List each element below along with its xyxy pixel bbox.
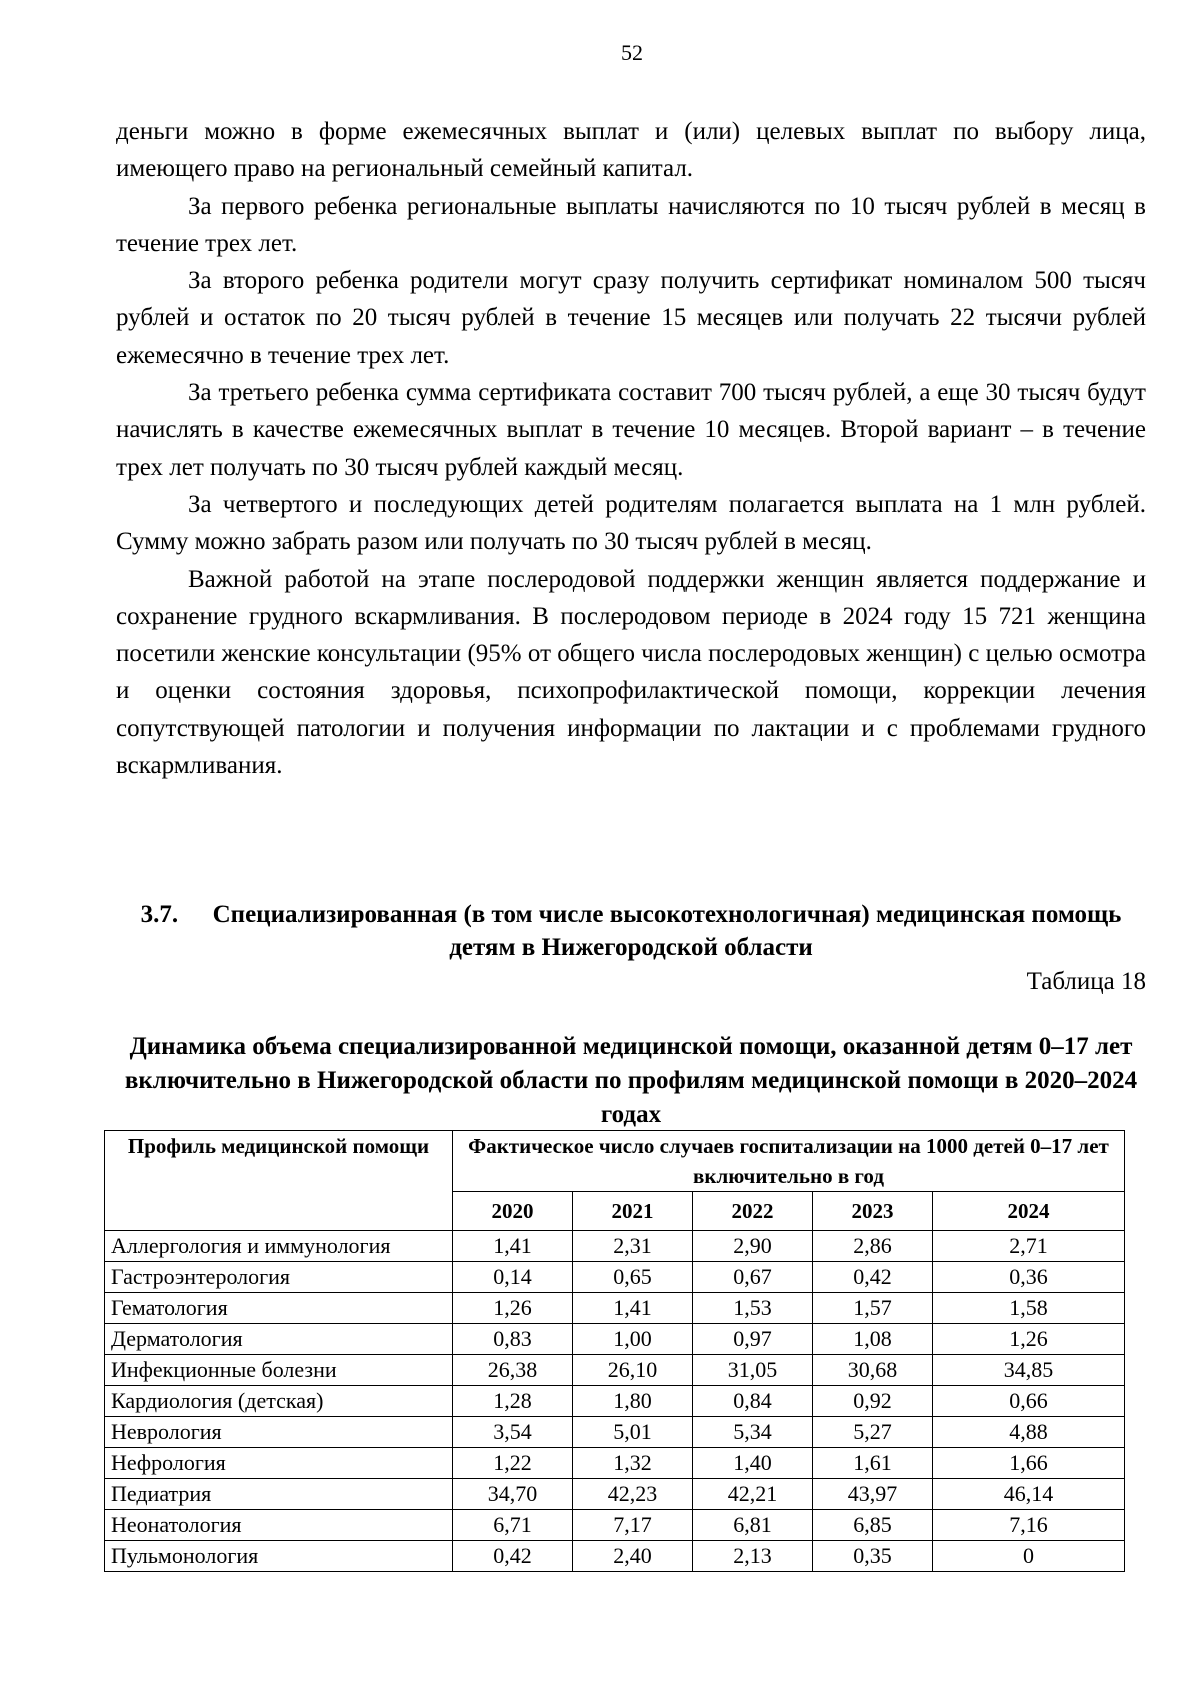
value-cell: 0,42 (453, 1541, 573, 1572)
value-cell: 34,85 (933, 1355, 1125, 1386)
year-header: 2024 (933, 1192, 1125, 1231)
profile-cell: Кардиология (детская) (105, 1386, 453, 1417)
section-number: 3.7. (140, 901, 179, 928)
value-cell: 0,97 (693, 1324, 813, 1355)
table-title: Динамика объема специализированной медицинской помощи, оказанной детям 0–17 лет включительно в Нижегородской области по профилям медицинской помощи в 2020–2024 годах (124, 1033, 1138, 1128)
value-cell: 1,41 (453, 1231, 573, 1262)
value-cell: 30,68 (813, 1355, 933, 1386)
profile-cell: Неонатология (105, 1510, 453, 1541)
year-header: 2022 (693, 1192, 813, 1231)
value-cell: 0,83 (453, 1324, 573, 1355)
profile-cell: Инфекционные болезни (105, 1355, 453, 1386)
value-cell: 1,57 (813, 1293, 933, 1324)
value-cell: 0 (933, 1541, 1125, 1572)
profile-cell: Гастроэнтерология (105, 1262, 453, 1293)
value-cell: 34,70 (453, 1479, 573, 1510)
value-cell: 1,40 (693, 1448, 813, 1479)
table-row (105, 1386, 1125, 1417)
value-cell: 2,31 (573, 1231, 693, 1262)
paragraph: За третьего ребенка сумма сертификата составит 700 тысяч рублей, а еще 30 тысяч будут начислять в качестве ежемесячных выплат в течение 10 месяцев. Второй вариант – в течение трех лет получать по 30 тысяч рублей каждый месяц. (116, 379, 1146, 481)
value-cell: 7,17 (573, 1510, 693, 1541)
value-cell: 6,71 (453, 1510, 573, 1541)
value-cell: 0,66 (933, 1386, 1125, 1417)
profile-cell: Педиатрия (105, 1479, 453, 1510)
value-cell: 1,26 (453, 1293, 573, 1324)
value-cell: 1,08 (813, 1324, 933, 1355)
table-row (105, 1355, 1125, 1386)
paragraph: За первого ребенка региональные выплаты начисляются по 10 тысяч рублей в месяц в течение трех лет. (116, 192, 1146, 257)
table-row (105, 1231, 1125, 1262)
table-row (105, 1479, 1125, 1510)
value-cell: 7,16 (933, 1510, 1125, 1541)
value-cell: 2,90 (693, 1231, 813, 1262)
value-cell: 2,86 (813, 1231, 933, 1262)
year-header: 2021 (573, 1192, 693, 1231)
profile-cell: Аллергология и иммунология (105, 1231, 453, 1262)
rate-header: Фактическое число случаев госпитализации на 1000 детей 0–17 лет включительно в год (453, 1131, 1125, 1192)
body-text (116, 113, 1146, 784)
table-row (105, 1324, 1125, 1355)
paragraph: Важной работой на этапе послеродовой поддержки женщин является поддержание и сохранение грудного вскармливания. В послеродовом периоде в 2024 году 15 721 женщина посетили женские консультации (95% от общего числа послеродовых женщин) с целью осмотра и оценки состояния здоровья, психопрофилактической помощи, коррекции лечения сопутствующей патологии и получения информации по лактации и с проблемами грудного вскармливания. (116, 565, 1146, 780)
value-cell: 1,26 (933, 1324, 1125, 1355)
profile-cell: Пульмонология (105, 1541, 453, 1572)
value-cell: 0,84 (693, 1386, 813, 1417)
section-heading (116, 898, 1146, 964)
value-cell: 3,54 (453, 1417, 573, 1448)
value-cell: 0,42 (813, 1262, 933, 1293)
value-cell: 5,01 (573, 1417, 693, 1448)
value-cell: 31,05 (693, 1355, 813, 1386)
value-cell: 0,67 (693, 1262, 813, 1293)
section-title: Специализированная (в том числе высокотехнологичная) медицинская помощь детям в Нижегородской области (212, 901, 1122, 961)
table-row (105, 1417, 1125, 1448)
value-cell: 26,10 (573, 1355, 693, 1386)
value-cell: 1,61 (813, 1448, 933, 1479)
value-cell: 46,14 (933, 1479, 1125, 1510)
data-table (104, 1130, 1125, 1572)
value-cell: 1,32 (573, 1448, 693, 1479)
value-cell: 2,13 (693, 1541, 813, 1572)
value-cell: 2,71 (933, 1231, 1125, 1262)
profile-cell: Неврология (105, 1417, 453, 1448)
paragraph: За второго ребенка родители могут сразу получить сертификат номиналом 500 тысяч рублей и остаток по 20 тысяч рублей в течение 15 месяцев или получать 22 тысячи рублей ежемесячно в течение трех лет. (116, 267, 1146, 369)
table-row (105, 1510, 1125, 1541)
value-cell: 0,92 (813, 1386, 933, 1417)
table-row (105, 1262, 1125, 1293)
paragraph: деньги можно в форме ежемесячных выплат и (или) целевых выплат по выбору лица, имеющего право на региональный семейный капитал. (116, 118, 1146, 183)
value-cell: 42,23 (573, 1479, 693, 1510)
table-row (105, 1448, 1125, 1479)
value-cell: 4,88 (933, 1417, 1125, 1448)
value-cell: 1,80 (573, 1386, 693, 1417)
value-cell: 0,14 (453, 1262, 573, 1293)
profile-cell: Дерматология (105, 1324, 453, 1355)
value-cell: 1,66 (933, 1448, 1125, 1479)
value-cell: 1,41 (573, 1293, 693, 1324)
value-cell: 6,85 (813, 1510, 933, 1541)
paragraph: За четвертого и последующих детей родителям полагается выплата на 1 млн рублей. Сумму можно забрать разом или получать по 30 тысяч рублей в месяц. (116, 490, 1146, 556)
value-cell: 0,36 (933, 1262, 1125, 1293)
value-cell: 43,97 (813, 1479, 933, 1510)
table-caption: Таблица 18 (1026, 968, 1146, 995)
value-cell: 0,35 (813, 1541, 933, 1572)
value-cell: 0,65 (573, 1262, 693, 1293)
value-cell: 2,40 (573, 1541, 693, 1572)
page-number: 52 (621, 40, 643, 65)
value-cell: 1,53 (693, 1293, 813, 1324)
year-header: 2023 (813, 1192, 933, 1231)
value-cell: 1,22 (453, 1448, 573, 1479)
value-cell: 1,00 (573, 1324, 693, 1355)
table-row (105, 1293, 1125, 1324)
value-cell: 6,81 (693, 1510, 813, 1541)
value-cell: 42,21 (693, 1479, 813, 1510)
profile-cell: Гематология (105, 1293, 453, 1324)
value-cell: 1,58 (933, 1293, 1125, 1324)
year-header: 2020 (453, 1192, 573, 1231)
value-cell: 5,34 (693, 1417, 813, 1448)
table-row (105, 1541, 1125, 1572)
value-cell: 5,27 (813, 1417, 933, 1448)
profile-cell: Нефрология (105, 1448, 453, 1479)
profile-header: Профиль медицинской помощи (105, 1131, 453, 1231)
value-cell: 1,28 (453, 1386, 573, 1417)
value-cell: 26,38 (453, 1355, 573, 1386)
